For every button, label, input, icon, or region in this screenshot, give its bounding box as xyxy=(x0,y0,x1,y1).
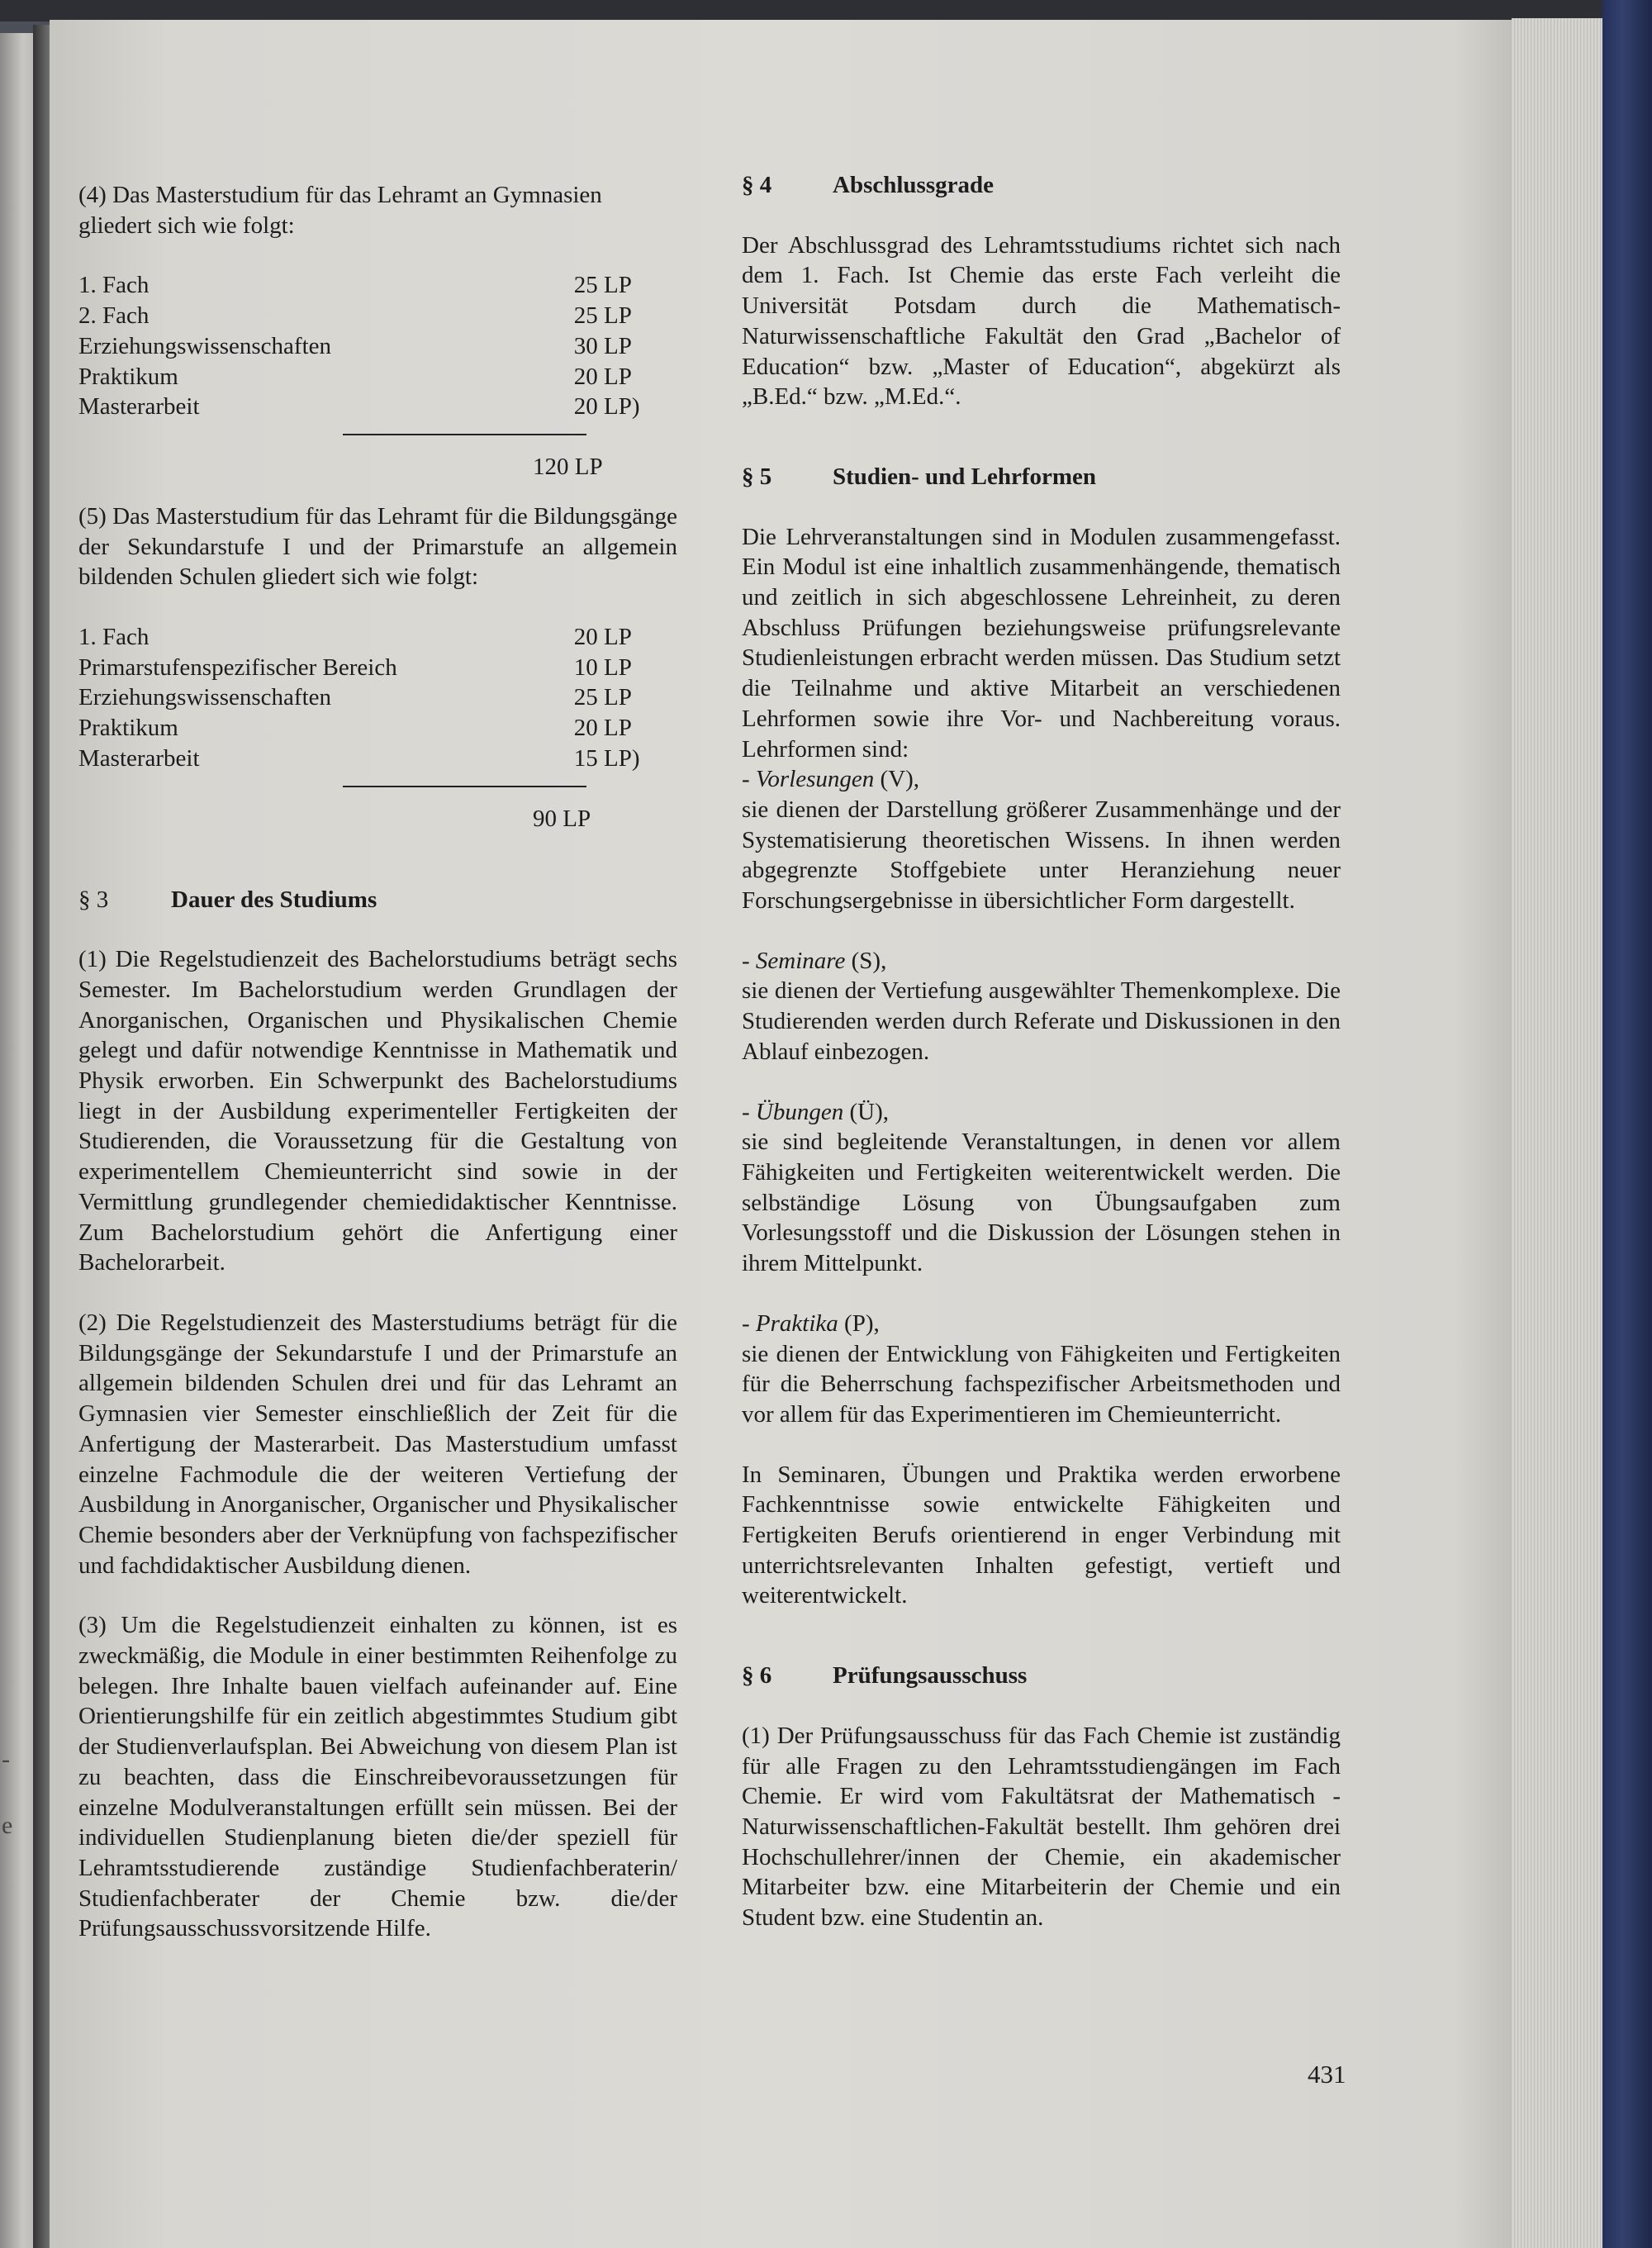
section-6-heading xyxy=(742,1661,1341,1691)
credit-value: 15 LP) xyxy=(573,744,640,772)
book-cover xyxy=(1602,0,1652,2248)
teaching-form-abbr: (Ü), xyxy=(843,1098,890,1125)
credit-value: 20 LP) xyxy=(573,393,640,421)
credit-value: 25 LP xyxy=(573,684,632,711)
section-5-intro: Die Lehrveranstaltungen sind in Modulen zusammengefasst. Ein Modul ist eine inhaltlich zusammenhängende, thematisch und zeitlich in sich abgeschlossene Lehreinheit, zu deren Abschluss Prüfungen beziehungsweise prüfungsrelevante Studienleistungen erbracht werden müssen. Das Studium setzt die Teilnahme und aktive Mitarbeit an verschiedenen Lehrformen sowie ihre Vor- und Nachbereitung voraus. Lehrformen sind: xyxy=(742,523,1341,763)
list-dash: - xyxy=(742,1098,756,1125)
credit-value: 25 LP xyxy=(573,302,632,330)
teaching-form-header xyxy=(742,764,1341,795)
section-3-paragraph-2: (2) Die Regelstudienzeit des Masterstudiums beträgt für die Bildungsgänge der Sekundarstufe I und der Primarstufe an allgemein bildenden Schulen drei und für das Lehramt an Gymnasien vier Semester einschließlich der Zeit für die Anfertigung der Masterarbeit. Das Masterstudium umfasst einzelne Fachmodule die der weiteren Vertiefung der Ausbildung in Anorganischer, Organischer und Physikalischer Chemie besonders aber der Verknüpfung von fachspezifischer und fachdidaktischer Ausbildung dienen. xyxy=(78,1309,677,1579)
table-total: 90 LP xyxy=(533,805,591,832)
section-4-heading xyxy=(742,170,1341,201)
sum-rule xyxy=(78,774,677,804)
facing-page-marks: - e xyxy=(2,1746,13,1839)
credit-value: 20 LP xyxy=(573,363,632,390)
list-dash: - xyxy=(742,947,756,974)
credit-label: Primarstufenspezifischer Bereich xyxy=(78,653,397,681)
credit-label: 1. Fach xyxy=(78,272,150,299)
credit-label: Praktikum xyxy=(78,363,178,390)
credit-table-sekundarstufe xyxy=(78,622,677,774)
section-5-heading xyxy=(742,462,1341,492)
right-column xyxy=(742,170,1341,1933)
section-3-paragraph-3: (3) Um die Regelstudienzeit einhalten zu können, ist es zweckmäßig, die Module in einer bestimmten Reihenfolge zu belegen. Ihre Inhalte bauen vielfach aufeinander auf. Eine Orientierungshilfe für ein zeitlich abgestimmtes Studium gibt der Studienverlaufsplan. Bei Abweichung von diesem Plan ist zu beachten, dass die Einschreibevoraussetzungen für einzelne Modulveranstaltungen erfüllt sein müssen. Bei der individuellen Studienplanung bieten die/der speziell für Lehramtsstudierende zuständige Studienfachberaterin/ Studienfachberater der Chemie bzw. die/der Prüfungsausschussvorsitzende Hilfe. xyxy=(78,1612,677,1942)
teaching-form-name: Praktika xyxy=(755,1309,838,1337)
credit-row xyxy=(78,362,677,392)
credit-label: Masterarbeit xyxy=(78,393,200,421)
teaching-form-description: sie sind begleitende Veranstaltungen, in denen vor allem Fähigkeiten und Fertigkeiten weiterentwickelt werden. Die selbständige Lösung von Übungsaufgaben zum Vorlesungsstoff und die Diskussion der Lösungen stehen in ihrem Mittelpunkt. xyxy=(742,1129,1341,1277)
teaching-forms-list xyxy=(742,764,1341,1429)
scan-top-edge xyxy=(0,0,1602,21)
section-6-paragraph-1: (1) Der Prüfungsausschuss für das Fach Chemie ist zuständig für alle Fragen zu den Lehramtsstudiengängen im Fach Chemie. Er wird vom Fakultätsrat der Mathematisch - Naturwissenschaftlichen-Fakultät bestellt. Ihm gehören drei Hochschullehrer/innen der Chemie, ein akademischer Mitarbeiter bzw. eine Mitarbeiterin der Chemie und ein Student bzw. eine Studentin an. xyxy=(742,1722,1341,1932)
table-total-row xyxy=(78,452,677,483)
section-5-summary: In Seminaren, Übungen und Praktika werden erworbene Fachkenntnisse sowie entwickelte Fähigkeiten und Fertigkeiten Berufs orientierend in enger Verbindung mit unterrichtsrelevanten Inhalten gefestigt, vertieft und weiterentwickelt. xyxy=(742,1461,1341,1609)
teaching-form-item xyxy=(742,916,1341,1067)
teaching-form-header xyxy=(742,1309,1341,1339)
teaching-form-name: Übungen xyxy=(755,1098,844,1125)
credit-row xyxy=(78,653,677,683)
credit-row xyxy=(78,713,677,744)
section-title: Prüfungsausschuss xyxy=(833,1662,1028,1690)
teaching-form-name: Seminare xyxy=(755,947,846,974)
credit-row xyxy=(78,622,677,653)
credit-row xyxy=(78,682,677,713)
list-dash: - xyxy=(742,766,756,793)
section-number: § 6 xyxy=(742,1662,772,1690)
table-total-row xyxy=(78,804,677,835)
teaching-form-name: Vorlesungen xyxy=(755,766,875,793)
section-number: § 5 xyxy=(742,463,772,490)
credit-value: 20 LP xyxy=(573,624,632,651)
teaching-form-description: sie dienen der Vertiefung ausgewählter Themenkomplexe. Die Studierenden werden durch Referate und Diskussionen in den Ablauf einbezogen. xyxy=(742,977,1341,1065)
teaching-form-header xyxy=(742,946,1341,977)
section-number: § 3 xyxy=(78,886,109,913)
teaching-form-item xyxy=(742,1067,1341,1279)
paragraph-4-intro: (4) Das Masterstudium für das Lehramt an Gymnasien gliedert sich wie folgt: xyxy=(78,182,602,239)
section-4-paragraph: Der Abschlussgrad des Lehramtsstudiums richtet sich nach dem 1. Fach. Ist Chemie das erste Fach verleiht die Universität Potsdam durch die Mathematisch-Naturwissenschaftliche Fakultät den Grad „Bachelor of Education“ bzw. „Master of Education“, abgekürzt als „B.Ed.“ bzw. „M.Ed.“. xyxy=(742,231,1341,411)
credit-value: 20 LP xyxy=(573,715,632,742)
section-title: Abschlussgrade xyxy=(833,172,994,198)
credit-table-gymnasien xyxy=(78,270,677,422)
credit-value: 30 LP xyxy=(573,332,632,359)
teaching-form-abbr: (V), xyxy=(874,766,920,793)
teaching-form-header xyxy=(742,1097,1341,1128)
credit-label: Masterarbeit xyxy=(78,744,200,772)
credit-row xyxy=(78,301,677,331)
section-3-heading xyxy=(78,885,677,915)
page-number: 431 xyxy=(1308,2060,1346,2089)
teaching-form-item xyxy=(742,764,1341,916)
teaching-form-abbr: (P), xyxy=(838,1309,880,1337)
teaching-form-abbr: (S), xyxy=(845,947,887,974)
credit-row xyxy=(78,744,677,774)
credit-label: Erziehungswissenschaften xyxy=(78,332,332,359)
credit-label: 1. Fach xyxy=(78,624,150,651)
left-column xyxy=(78,180,677,1944)
credit-label: Erziehungswissenschaften xyxy=(78,684,332,711)
credit-row xyxy=(78,270,677,301)
list-dash: - xyxy=(742,1309,756,1337)
teaching-form-description: sie dienen der Entwicklung von Fähigkeiten und Fertigkeiten für die Beherrschung fachspezifischer Arbeitsmethoden und vor allem für das Experimentieren im Chemieunterricht. xyxy=(742,1340,1341,1428)
section-3-paragraph-1: (1) Die Regelstudienzeit des Bachelorstudiums beträgt sechs Semester. Im Bachelorstudium werden Grundlagen der Anorganischen, Organischen und Physikalischen Chemie gelegt und dafür notwendige Kenntnisse in Mathematik und Physik erworben. Ein Schwerpunkt des Bachelorstudiums liegt in der Ausbildung experimenteller Fertigkeiten der Studierenden, die Voraussetzung für die Gestaltung von experimentellem Chemieunterricht sind sowie in der Vermittlung grundlegender chemiedidaktischer Kenntnisse. Zum Bachelorstudium gehört die Anfertigung einer Bachelorarbeit. xyxy=(78,946,677,1276)
page-stack-edges xyxy=(1512,18,1602,2248)
credit-label: 2. Fach xyxy=(78,302,150,330)
credit-row xyxy=(78,392,677,422)
teaching-form-item xyxy=(742,1279,1341,1430)
sum-rule xyxy=(78,422,677,452)
credit-label: Praktikum xyxy=(78,715,178,742)
credit-row xyxy=(78,331,677,362)
credit-value: 10 LP xyxy=(573,653,632,681)
binding-gutter xyxy=(33,25,51,2248)
section-title: Dauer des Studiums xyxy=(171,886,377,913)
section-title: Studien- und Lehrformen xyxy=(833,463,1097,490)
table-total: 120 LP xyxy=(533,453,603,480)
paragraph-5-intro: (5) Das Masterstudium für das Lehramt für die Bildungsgänge der Sekundarstufe I und der Primarstufe an allgemein bildenden Schulen gliedert sich wie folgt: xyxy=(78,502,677,591)
teaching-form-description: sie dienen der Darstellung größerer Zusammenhänge und der Systematisierung theoretischen Wissens. In ihnen werden abgegrenzte Stoffgebiete unter Heranziehung neuer Forschungsergebnisse in übersichtlicher Form dargestellt. xyxy=(742,796,1341,915)
credit-value: 25 LP xyxy=(573,272,632,299)
section-number: § 4 xyxy=(742,172,772,198)
